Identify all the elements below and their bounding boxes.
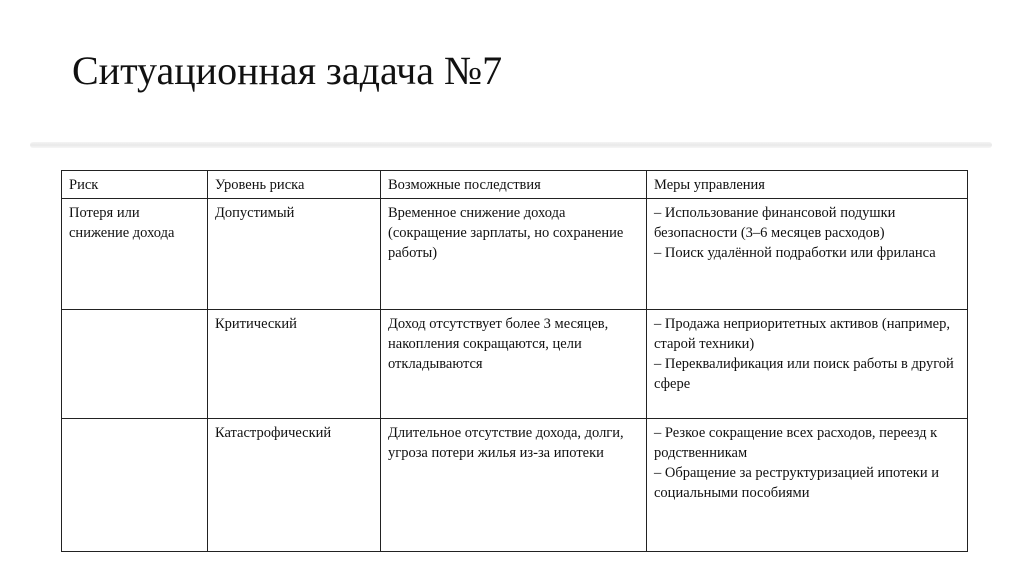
measure-item: – Обращение за реструктуризацией ипотеки и социальными пособиями <box>654 465 939 501</box>
header-cell-consequences: Возможные последствия <box>381 171 647 199</box>
table-row <box>62 419 968 552</box>
risk-table <box>61 170 968 552</box>
cell-consequences: Длительное отсутствие дохода, долги, угроза потери жилья из-за ипотеки <box>381 419 647 552</box>
table-header-row <box>62 171 968 199</box>
cell-measures <box>647 310 968 419</box>
cell-risk <box>62 310 208 419</box>
cell-measures <box>647 199 968 310</box>
cell-level: Катастрофический <box>208 419 381 552</box>
title-divider <box>30 142 992 148</box>
measure-item: – Резкое сокращение всех расходов, переезд к родственникам <box>654 425 938 461</box>
cell-level: Допустимый <box>208 199 381 310</box>
measure-item: – Продажа неприоритетных активов (например, старой техники) <box>654 316 950 352</box>
header-cell-measures: Меры управления <box>647 171 968 199</box>
measure-item: – Использование финансовой подушки безопасности (3–6 месяцев расходов) <box>654 205 896 241</box>
cell-risk <box>62 419 208 552</box>
table-row <box>62 199 968 310</box>
cell-consequences: Временное снижение дохода (сокращение зарплаты, но сохранение работы) <box>381 199 647 310</box>
cell-consequences: Доход отсутствует более 3 месяцев, накопления сокращаются, цели откладываются <box>381 310 647 419</box>
cell-measures <box>647 419 968 552</box>
cell-risk: Потеря или снижение дохода <box>62 199 208 310</box>
slide-title: Ситуационная задача №7 <box>72 48 503 93</box>
measure-item: – Переквалификация или поиск работы в другой сфере <box>654 356 954 392</box>
cell-level: Критический <box>208 310 381 419</box>
measure-item: – Поиск удалённой подработки или фриланса <box>654 245 936 261</box>
table-row <box>62 310 968 419</box>
header-cell-risk: Риск <box>62 171 208 199</box>
header-cell-level: Уровень риска <box>208 171 381 199</box>
